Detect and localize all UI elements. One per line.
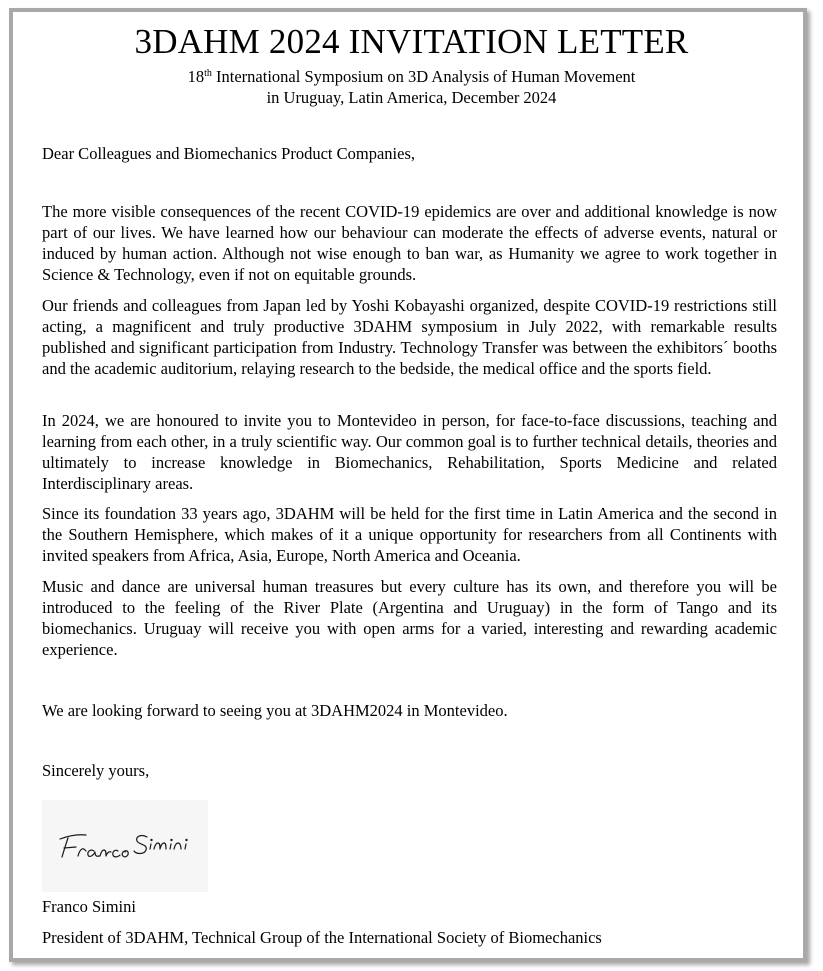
paragraph-4: Since its foundation 33 years ago, 3DAHM will be held for the first time in Latin America and the second in the Southern Hemisphere, which makes of it a unique opportunity for researchers from all Continents with invited speakers from Africa, Asia, Europe, North America and Oceania. [42, 504, 777, 565]
subtitle-line-1 [0, 66, 823, 87]
letter-subtitle [0, 66, 823, 108]
symposium-name: International Symposium on 3D Analysis of Human Movement [211, 67, 636, 86]
signer-name: Franco Simini [42, 897, 136, 916]
ordinal-suffix: th [204, 68, 212, 79]
signer-title: President of 3DAHM, Technical Group of the International Society of Biomechanics [42, 928, 602, 947]
closing-line: We are looking forward to seeing you at 3DAHM2024 in Montevideo. [42, 701, 508, 720]
paragraph-3: In 2024, we are honoured to invite you to Montevideo in person, for face-to-face discussions, teaching and learning from each other, in a truly scientific way. Our common goal is to further technical details, theories and ultimately to increase knowledge in Biomechanics, Rehabilitation, Sports Medicine and related Interdisciplinary areas. [42, 411, 777, 493]
handwritten-signature [42, 800, 208, 892]
subtitle-line-2: in Uruguay, Latin America, December 2024 [266, 88, 557, 107]
paragraph-2: Our friends and colleagues from Japan led by Yoshi Kobayashi organized, despite COVID-19 restrictions still acting, a magnificent and truly productive 3DAHM symposium in July 2022, with remarkable results published and significant participation from Industry. Technology Transfer was between the exhibitors´ booths and the academic auditorium, relaying research to the bedside, the medical office and the sports field. [42, 296, 777, 378]
sign-off: Sincerely yours, [42, 761, 150, 780]
symposium-ordinal: 18 [187, 67, 205, 86]
paragraph-5: Music and dance are universal human treasures but every culture has its own, and therefore you will be introduced to the feeling of the River Plate (Argentina and Uruguay) in the form of Tango and its biomechanics. Uruguay will receive you with open arms for a varied, interesting and rewarding academic experience. [42, 577, 777, 659]
signature-drawing [42, 800, 208, 892]
salutation: Dear Colleagues and Biomechanics Product Companies, [42, 144, 415, 163]
letter-title: 3DAHM 2024 INVITATION LETTER [134, 22, 689, 61]
paragraph-1: The more visible consequences of the recent COVID-19 epidemics are over and additional knowledge is now part of our lives. We have learned how our behaviour can moderate the effects of adverse events, natural or induced by human action. Although not wise enough to ban war, as Humanity we agree to work together in Science & Technology, even if not on equitable grounds. [42, 202, 777, 284]
